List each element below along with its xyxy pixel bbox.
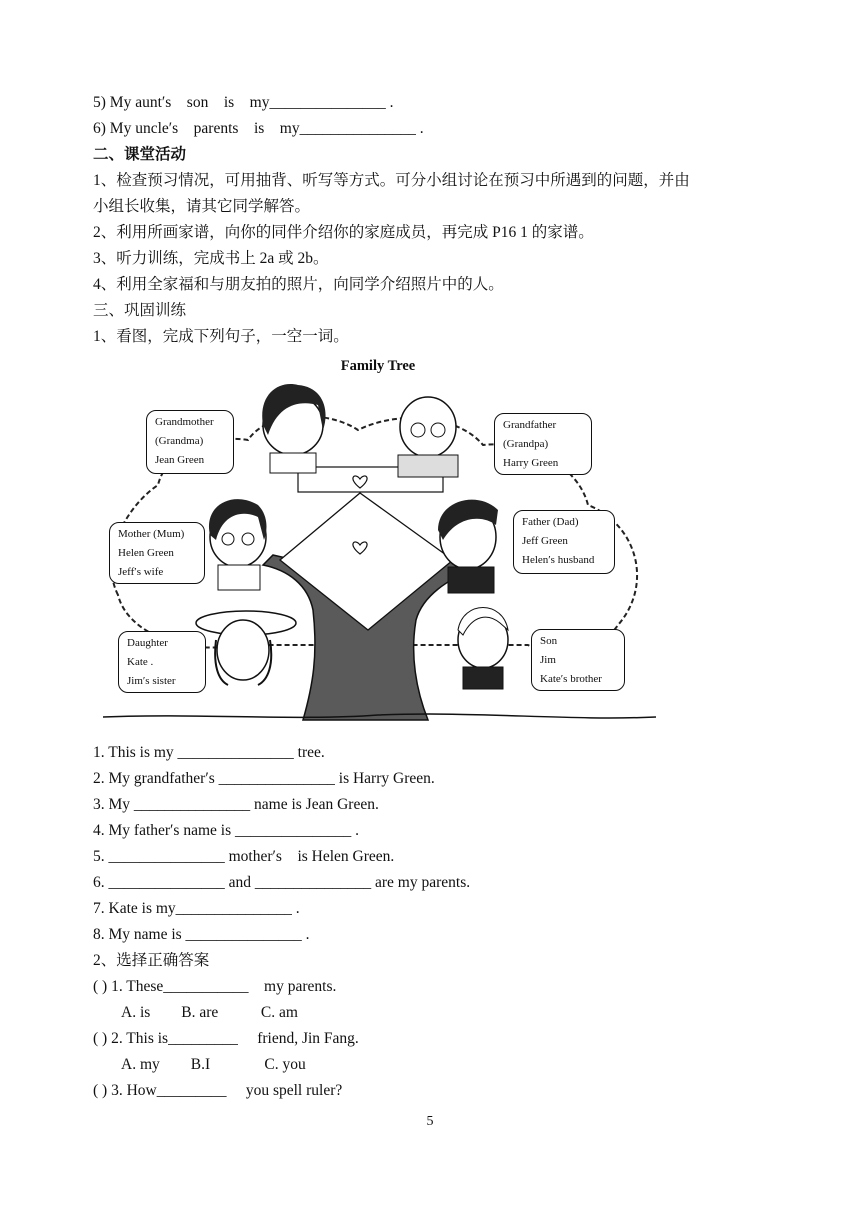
exercise-title: 2、选择正确答案	[93, 952, 210, 969]
box-line: Helen Green	[118, 547, 174, 559]
section-heading: 二、课堂活动	[93, 146, 187, 163]
question-line: 7. Kate is my_______________ .	[93, 900, 300, 917]
son-label-box	[531, 629, 625, 691]
section-heading: 三、巩固训练	[93, 302, 187, 319]
options-line: A. my B.I C. you	[121, 1056, 306, 1073]
family-diamond	[280, 493, 453, 630]
text-line: 2、利用所画家谱，向你的同伴介绍你的家庭成员，再完成 P16 1 的家谱。	[93, 224, 594, 241]
box-line: Grandmother	[155, 416, 214, 428]
box-line: Grandfather	[503, 419, 557, 431]
question-line: 5. _______________ mother′s is Helen Green.	[93, 848, 395, 865]
son-portrait	[458, 608, 508, 690]
daughter-label-box	[118, 631, 206, 693]
text-line: 4、利用全家福和与朋友拍的照片，向同学介绍照片中的人。	[93, 276, 504, 293]
father-label-box	[513, 510, 615, 574]
box-line: Kate .	[127, 656, 154, 668]
box-line: Helen′s husband	[522, 554, 595, 566]
box-line: (Grandpa)	[503, 438, 549, 450]
question-line: ( ) 1. These___________ my parents.	[93, 978, 337, 995]
box-line: Son	[540, 635, 558, 647]
box-line: Jim	[540, 654, 556, 666]
box-line: Jean Green	[155, 454, 205, 466]
family-tree-figure	[98, 355, 658, 730]
question-line: 3. My _______________ name is Jean Green.	[93, 796, 379, 813]
question-line: ( ) 3. How_________ you spell ruler?	[93, 1082, 343, 1099]
exercise-title: 1、看图，完成下列句子，一空一词。	[93, 328, 349, 345]
page-number: 5	[426, 1114, 434, 1129]
text-line: 5) My aunt′s son is my_______________ .	[93, 94, 394, 111]
question-line: 2. My grandfather′s _______________ is Harry Green.	[93, 770, 435, 787]
mother-portrait	[209, 499, 267, 590]
box-line: Father (Dad)	[522, 516, 579, 528]
box-line: Kate′s brother	[540, 673, 602, 685]
grandmother-label-box	[146, 410, 234, 474]
text-line: 3、听力训练，完成书上 2a 或 2b。	[93, 250, 329, 267]
text-line: 小组长收集，请其它同学解答。	[93, 198, 311, 215]
question-line: 4. My father′s name is _______________ .	[93, 822, 359, 839]
box-line: Daughter	[127, 637, 168, 649]
mother-label-box	[109, 522, 205, 584]
options-line: A. is B. are C. am	[121, 1004, 298, 1021]
box-line: Jeff′s wife	[118, 566, 164, 578]
text-line: 1、检查预习情况，可用抽背、听写等方式。可分小组讨论在预习中所遇到的问题，并由	[93, 172, 690, 189]
box-line: Jim′s sister	[127, 675, 176, 687]
box-line: Harry Green	[503, 457, 559, 469]
question-line: 6. _______________ and _______________ are my parents.	[93, 874, 471, 891]
grandfather-portrait	[398, 397, 458, 477]
figure-title: Family Tree	[340, 358, 416, 374]
question-line: 1. This is my _______________ tree.	[93, 744, 325, 761]
question-line: 8. My name is _______________ .	[93, 926, 310, 943]
box-line: (Grandma)	[155, 435, 204, 447]
box-line: Jeff Green	[522, 535, 568, 547]
daughter-portrait	[196, 611, 296, 685]
box-line: Mother (Mum)	[118, 528, 185, 540]
text-line: 6) My uncle′s parents is my_______________ .	[93, 120, 424, 137]
grandmother-portrait	[262, 384, 325, 473]
grandfather-label-box	[494, 413, 592, 475]
question-line: ( ) 2. This is_________ friend, Jin Fang.	[93, 1030, 359, 1047]
